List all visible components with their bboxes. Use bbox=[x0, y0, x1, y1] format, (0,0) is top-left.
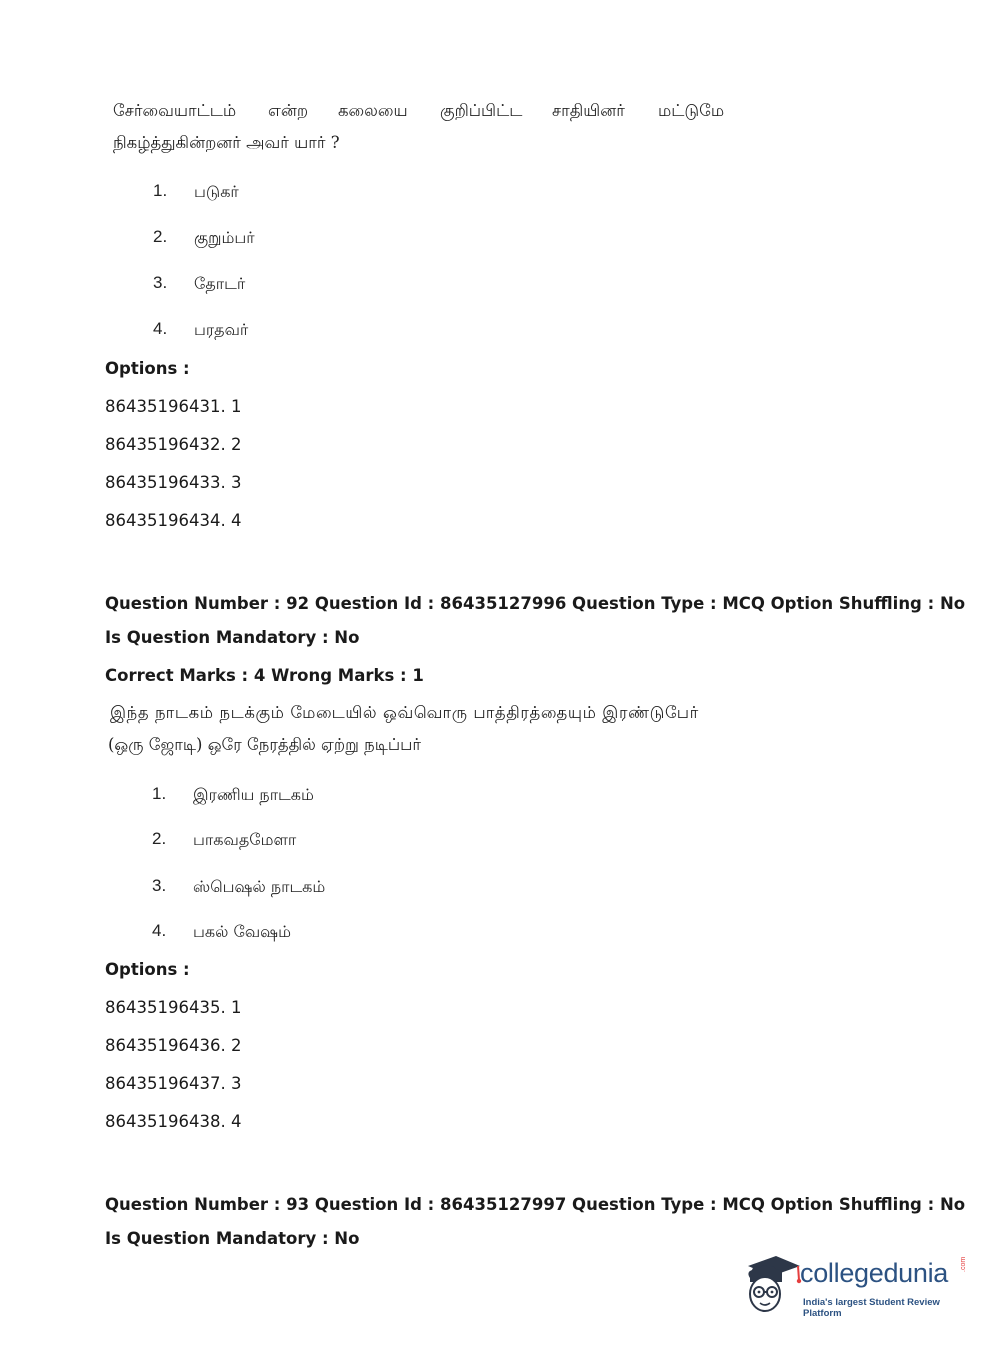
q92-mandatory: Is Question Mandatory : No bbox=[105, 628, 360, 647]
choice-text: படுகர் bbox=[194, 182, 239, 201]
choice-number: 4. bbox=[153, 319, 168, 338]
choice-number: 4. bbox=[152, 921, 167, 940]
option-id: 86435196431. 1 bbox=[105, 397, 242, 416]
choice-text: ஸ்பெஷல் நாடகம் bbox=[193, 877, 326, 896]
q91-word: கலையை bbox=[338, 101, 408, 120]
choice-text: பரதவர் bbox=[194, 320, 249, 339]
choice-number: 3. bbox=[153, 273, 168, 292]
choice-text: பாகவதமேளா bbox=[193, 830, 297, 849]
logo-tagline: India's largest Student Review Platform bbox=[803, 1297, 940, 1319]
option-id: 86435196433. 3 bbox=[105, 473, 242, 492]
collegedunia-logo bbox=[742, 1250, 972, 1320]
q91-text-line2: நிகழ்த்துகின்றனர் அவர் யார் ? bbox=[113, 133, 340, 152]
q92-text-line1: இந்த நாடகம் நடக்கும் மேடையில் ஒவ்வொரு பாத்திரத்தையும் இரண்டுபேர் bbox=[110, 703, 699, 722]
q93-mandatory: Is Question Mandatory : No bbox=[105, 1229, 360, 1248]
q91-word: சாதியினர் bbox=[552, 101, 625, 120]
logo-suffix: .com bbox=[960, 1256, 967, 1272]
choice-number: 1. bbox=[153, 181, 168, 200]
option-id: 86435196432. 2 bbox=[105, 435, 242, 454]
q91-word: மட்டுமே bbox=[658, 101, 725, 120]
choice-number: 3. bbox=[152, 876, 167, 895]
q92-header: Question Number : 92 Question Id : 86435127996 Question Type : MCQ Option Shuffling : No bbox=[105, 594, 966, 613]
logo-brand: collegedunia bbox=[800, 1258, 949, 1288]
option-id: 86435196438. 4 bbox=[105, 1112, 242, 1131]
choice-text: தோடர் bbox=[194, 274, 246, 293]
choice-text: குறும்பர் bbox=[194, 228, 255, 247]
q92-text-line2: (ஒரு ஜோடி) ஒரே நேரத்தில் ஏற்று நடிப்பர் bbox=[108, 735, 422, 754]
q92-marks: Correct Marks : 4 Wrong Marks : 1 bbox=[105, 666, 424, 685]
option-id: 86435196434. 4 bbox=[105, 511, 242, 530]
choice-number: 1. bbox=[152, 784, 167, 803]
q92-options-label: Options : bbox=[105, 960, 190, 979]
option-id: 86435196437. 3 bbox=[105, 1074, 242, 1093]
choice-number: 2. bbox=[152, 829, 167, 848]
mascot-icon bbox=[742, 1250, 802, 1316]
q93-header: Question Number : 93 Question Id : 86435127997 Question Type : MCQ Option Shuffling : No bbox=[105, 1195, 966, 1214]
q91-word: குறிப்பிட்ட bbox=[440, 101, 523, 120]
choice-text: இரணிய நாடகம் bbox=[193, 785, 314, 804]
option-id: 86435196436. 2 bbox=[105, 1036, 242, 1055]
option-id: 86435196435. 1 bbox=[105, 998, 242, 1017]
choice-number: 2. bbox=[153, 227, 168, 246]
choice-text: பகல் வேஷம் bbox=[193, 922, 291, 941]
q91-options-label: Options : bbox=[105, 359, 190, 378]
q91-word: சேர்வையாட்டம் bbox=[113, 101, 237, 120]
q91-word: என்ற bbox=[268, 101, 309, 120]
